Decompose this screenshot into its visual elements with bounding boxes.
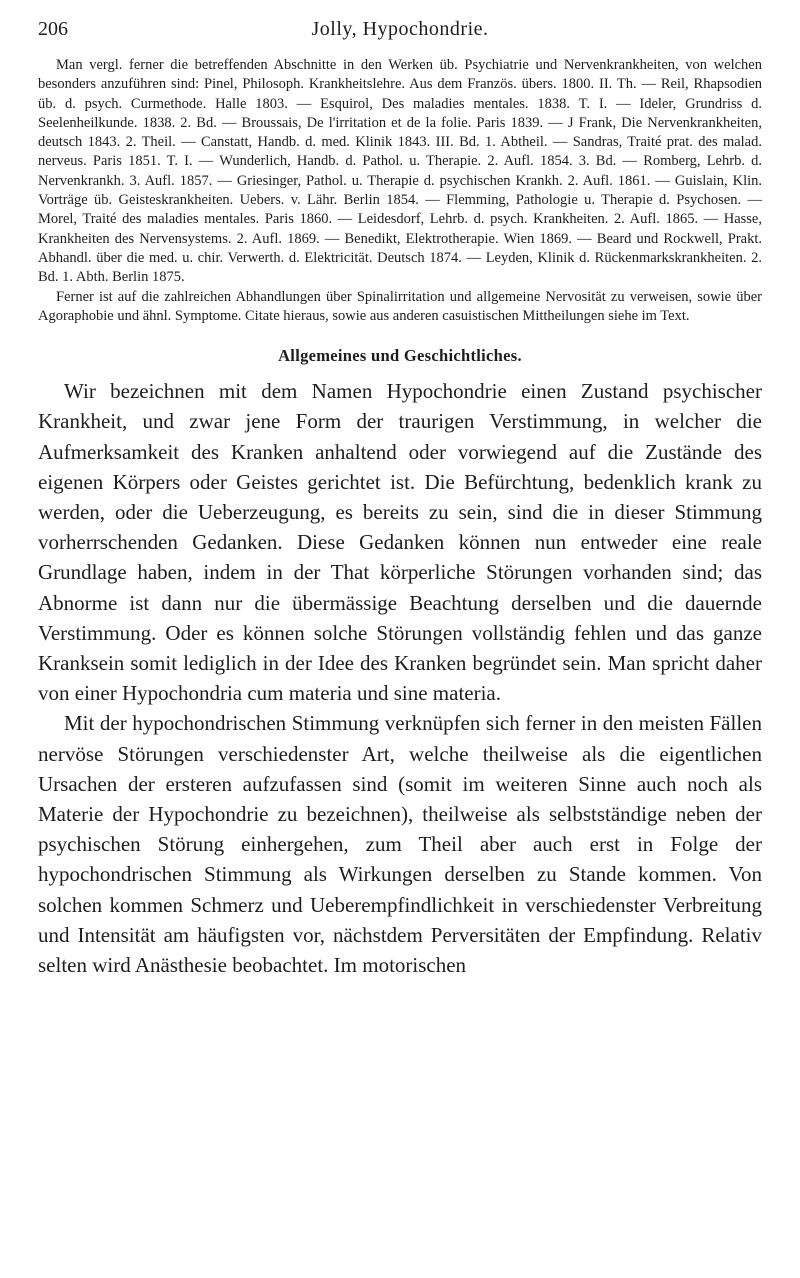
- body-paragraph: Mit der hypochondrischen Stimmung verknüpfen sich ferner in den meisten Fällen nervöse Störungen verschiedenster Art, welche theilweise als die eigentlichen Ursachen der ersteren aufzufassen sind (somit im weiteren Sinne auch noch als Materie der Hypochondrie zu bezeichnen), theilweise als selbstständige neben der psychischen Störung einhergehen, zum Theil aber auch erst in Folge der hypochondrischen Stimmung als Wirkungen derselben zu Stande kommen. Von solchen kommen Schmerz und Ueberempfindlichkeit in verschiedenster Verbreitung und Intensität am häufigsten vor, nächstdem Perversitäten der Empfindung. Relativ selten wird Anästhesie beobachtet. Im motorischen: [38, 711, 762, 978]
- body-paragraph: Wir bezeichnen mit dem Namen Hypochondrie einen Zustand psychischer Krankheit, und zwar jene Form der traurigen Verstimmung, in welcher die Aufmerksamkeit des Kranken anhaltend oder vorwiegend auf die Zustände des eigenen Körpers oder Geistes gerichtet ist. Die Befürchtung, bedenklich krank zu werden, oder die Ueberzeugung, es bereits zu sein, sind die in dieser Stimmung vorherrschenden Gedanken. Diese Gedanken können nun entweder eine reale Grundlage haben, indem in der That körperliche Störungen vorhanden sind; das Abnorme ist dann nur die übermässige Beachtung derselben und die dauernde Verstimmung. Oder es können solche Störungen vollständig fehlen und das ganze Kranksein somit lediglich in der Idee des Kranken begründet sein. Man spricht daher von einer Hypochondria cum materia und sine materia.: [38, 379, 762, 706]
- bibliography-paragraph: Man vergl. ferner die betreffenden Abschnitte in den Werken üb. Psychiatrie und Nervenkrankheiten, von welchen besonders anzuführen sind: Pinel, Philosoph. Krankheitslehre. Aus dem Französ. übers. 1800. II. Th. — Reil, Rhapsodien üb. d. psych. Curmethode. Halle 1803. — Esquirol, Des maladies mentales. 1838. T. I. — Ideler, Grundriss d. Seelenheilkunde. 1838. 2. Bd. — Broussais, De l'irritation et de la folie. Paris 1839. — J Frank, Die Nervenkrankheiten, deutsch 1843. 2. Theil. — Canstatt, Handb. d. med. Klinik 1843. III. Bd. 1. Abtheil. — Sandras, Traité prat. des malad. nerveus. Paris 1851. T. I. — Wunderlich, Handb. d. Pathol. u. Therapie. 2. Aufl. 1854. 3. Bd. — Romberg, Lehrb. d. Nervenkrankh. 3. Aufl. 1857. — Griesinger, Pathol. u. Therapie d. psychischen Krankh. 2. Aufl. 1861. — Guislain, Klin. Vorträge üb. Geisteskrankheiten. Uebers. v. Lähr. Berlin 1854. — Flemming, Pathologie u. Therapie d. Psychosen. — Morel, Traité des maladies mentales. Paris 1860. — Leidesdorf, Lehrb. d. psych. Krankheiten. 2. Aufl. 1865. — Hasse, Krankheiten des Nervensystems. 2. Aufl. 1869. — Benedikt, Elektrotherapie. Wien 1869. — Beard und Rockwell, Prakt. Abhandl. über die med. u. chir. Verwerth. d. Elektricität. Deutsch 1874. — Leyden, Klinik d. Rückenmarkskrankheiten. 2. Bd. 1. Abth. Berlin 1875.: [38, 57, 762, 286]
- running-title: Jolly, Hypochondrie.: [311, 18, 489, 40]
- section-heading: Allgemeines und Geschichtliches.: [278, 346, 522, 366]
- bibliography-paragraph: Ferner ist auf die zahlreichen Abhandlungen über Spinalirritation und allgemeine Nervosität zu verweisen, sowie über Agoraphobie und ähnl. Symptome. Citate hieraus, sowie aus anderen casuistischen Mittheilungen siehe im Text.: [38, 288, 762, 324]
- page-number: 206: [38, 18, 68, 40]
- body-text: [38, 376, 762, 980]
- running-head: [38, 18, 762, 48]
- bibliography: [38, 56, 762, 326]
